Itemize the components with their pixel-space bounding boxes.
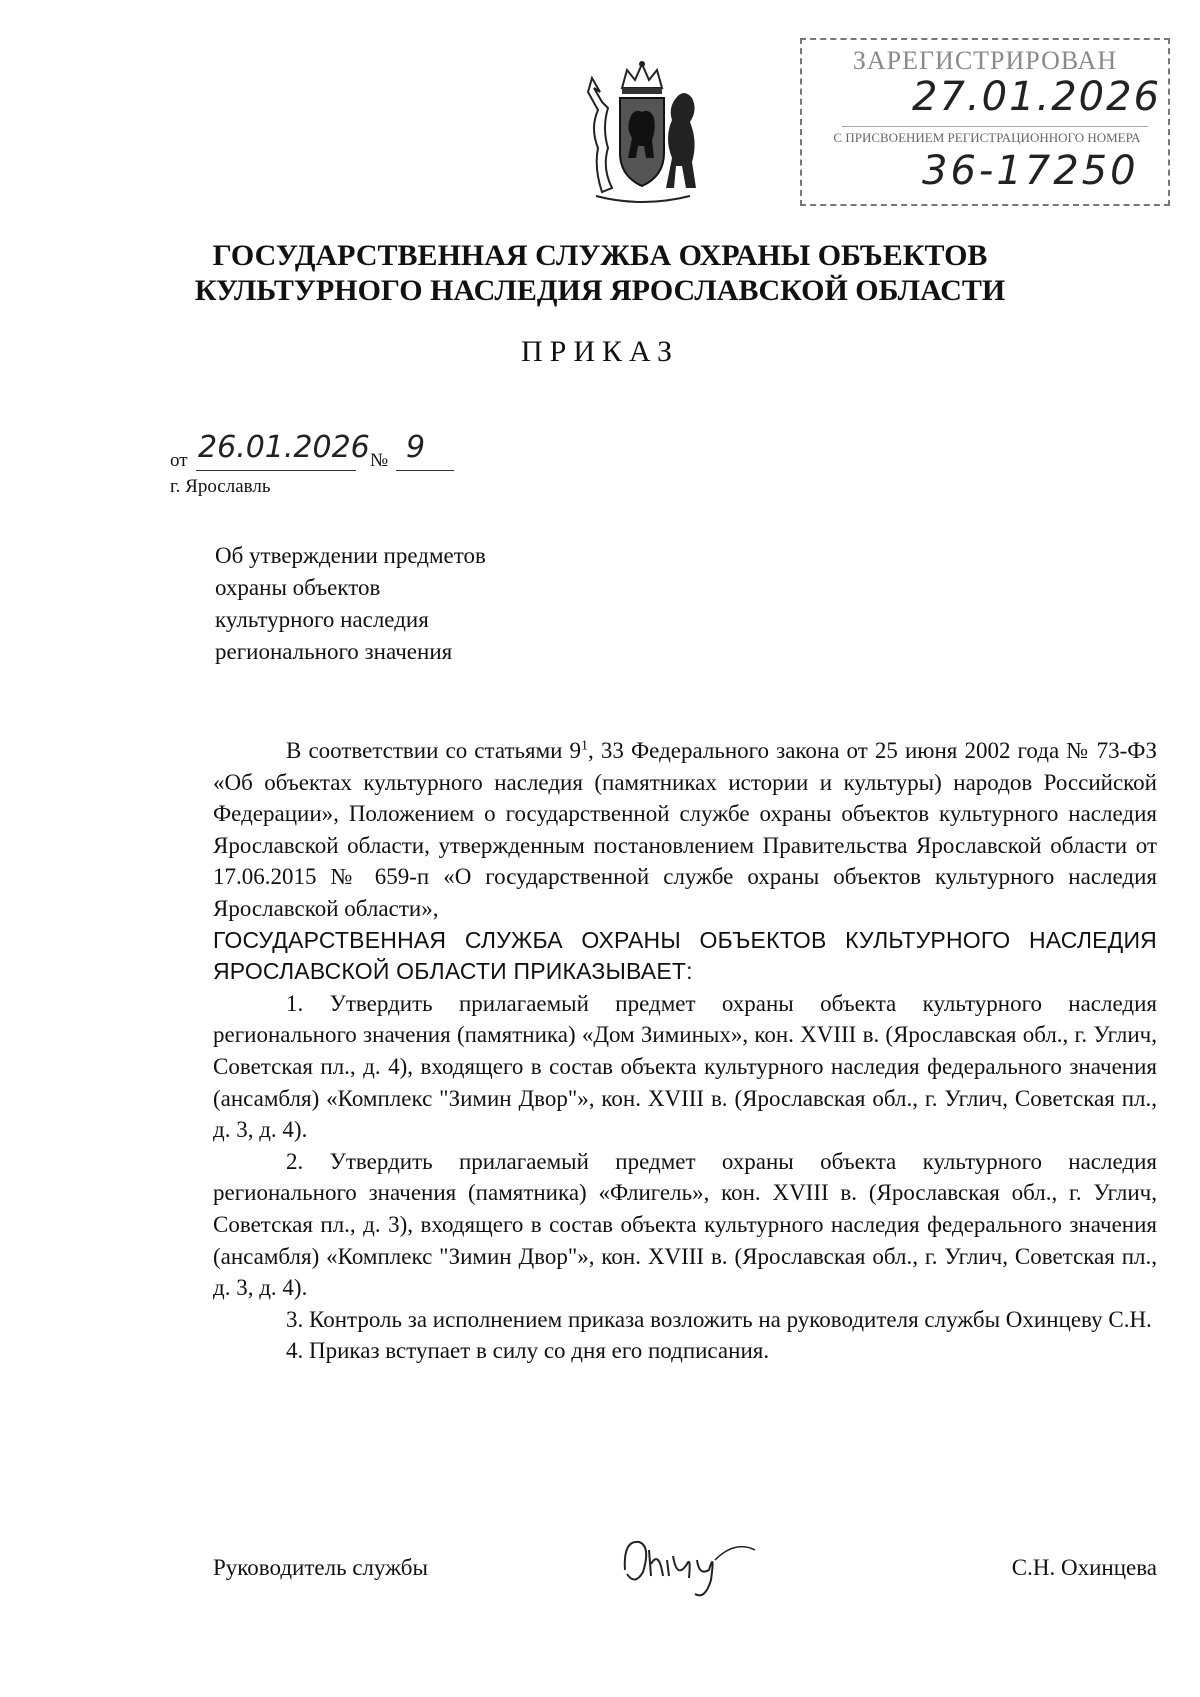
number-underline: [396, 470, 454, 471]
org-line-1: ГОСУДАРСТВЕННАЯ СЛУЖБА ОХРАНЫ ОБЪЕКТОВ: [212, 239, 988, 272]
order-date-number: [170, 430, 460, 470]
handwritten-signature: [615, 1520, 775, 1600]
order-item-4: 4. Приказ вступает в силу со дня его подписания.: [286, 1338, 770, 1364]
date-underline: [196, 470, 356, 471]
subject-line-4: регионального значения: [215, 639, 453, 664]
subject-line-3: культурного наследия: [215, 607, 429, 632]
preamble-superscript: 1: [581, 738, 589, 754]
order-city: г. Ярославль: [170, 476, 271, 497]
stamp-title: ЗАРЕГИСТРИРОВАН: [852, 46, 1118, 75]
order-date: 26.01.2026: [198, 430, 370, 465]
order-subject: [215, 540, 486, 668]
subject-line-1: Об утверждении предметов: [215, 543, 486, 568]
signatory-name: С.Н. Охинцева: [1011, 1555, 1157, 1580]
stamp-date: 27.01.2026: [912, 74, 1162, 120]
order-item-3: 3. Контроль за исполнением приказа возложить на руководителя службы Охинцеву С.Н.: [286, 1306, 1152, 1332]
order-item-2: 2. Утвердить прилагаемый предмет охраны объекта культурного наследия регионального значения (памятника) «Флигель», кон. XVIII в. (Ярославская обл., г. Углич, Советская пл., д. 3), входящего в состав объекта культурного наследия федерального значения (ансамбля) «Комплекс "Зимин Двор"», кон. XVIII в. (Ярославская обл., г. Углич, Советская пл., д. 3, д. 4).: [213, 1148, 1157, 1301]
preamble-text-start: В соответствии со статьями 9: [286, 738, 582, 763]
orders-heading: ГОСУДАРСТВЕННАЯ СЛУЖБА ОХРАНЫ ОБЪЕКТОВ КУЛЬТУРНОГО НАСЛЕДИЯ ЯРОСЛАВСКОЙ ОБЛАСТИ ПРИКАЗЫВАЕТ:: [213, 926, 1157, 985]
subject-line-2: охраны объектов: [215, 575, 381, 600]
preamble: [213, 735, 1157, 925]
organization-name: [150, 238, 1050, 308]
registration-stamp: [800, 38, 1170, 206]
date-prefix: от: [170, 450, 188, 471]
stamp-divider: [842, 126, 1148, 127]
preamble-text-end: , 33 Федерального закона от 25 июня 2002 года № 73-ФЗ «Об объектах культурного наследия (памятниках истории и культуры) народов Российской Федерации», Положением о государственной службе охраны объектов культурного наследия Ярославской области, утвержденным постановлением Правительства Ярославской области от 17.06.2015 № 659-п «О государственной службе охраны объектов культурного наследия Ярославской области»,: [213, 738, 1157, 921]
signatory-role: Руководитель службы: [213, 1555, 428, 1580]
org-line-2: КУЛЬТУРНОГО НАСЛЕДИЯ ЯРОСЛАВСКОЙ ОБЛАСТИ: [194, 274, 1006, 307]
order-number: 9: [406, 430, 426, 465]
order-body: [213, 735, 1157, 1367]
stamp-caption: С ПРИСВОЕНИЕМ РЕГИСТРАЦИОННОГО НОМЕРА: [833, 130, 1141, 145]
document-type: ПРИКАЗ: [521, 335, 679, 368]
coat-of-arms-icon: [572, 58, 712, 208]
number-prefix: №: [370, 450, 389, 471]
order-item-1: 1. Утвердить прилагаемый предмет охраны объекта культурного наследия регионального значения (памятника) «Дом Зиминых», кон. XVIII в. (Ярославская обл., г. Углич, Советская пл., д. 4), входящего в состав объекта культурного наследия федерального значения (ансамбля) «Комплекс "Зимин Двор"», кон. XVIII в. (Ярославская обл., г. Углич, Советская пл., д. 3, д. 4).: [213, 990, 1157, 1143]
stamp-number: 36-17250: [922, 148, 1139, 194]
